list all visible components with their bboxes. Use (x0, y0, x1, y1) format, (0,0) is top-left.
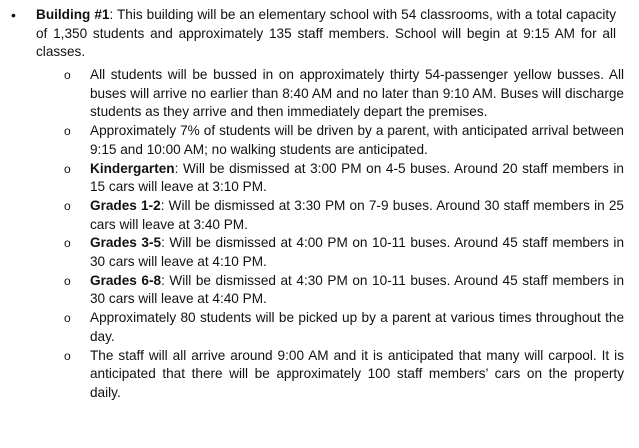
building-title: Building #1 (36, 7, 110, 22)
item-text: : Will be dismissed at 3:00 PM on 4-5 buses. Around 20 staff members in 15 cars will leave at 3:10 PM. (90, 160, 624, 195)
item-text: : Will be dismissed at 4:30 PM on 10-11 buses. Around 45 staff members in 30 cars will leave at 4:40 PM. (90, 272, 625, 307)
list-item (64, 66, 624, 122)
item-text: Approximately 7% of students will be driven by a parent, with anticipated arrival between 9:15 and 10:00 AM; no walking students are anticipated. (90, 123, 624, 157)
item-text: Approximately 80 students will be picked up by a parent at various times throughout the day. (90, 310, 624, 344)
list-item (64, 197, 624, 234)
item-heading: Grades 6-8 (90, 272, 162, 288)
sub-bullet: o (64, 348, 71, 363)
sub-bullet: o (64, 68, 71, 82)
item-heading: Grades 3-5 (90, 235, 162, 251)
list-item (64, 309, 624, 346)
list-item (64, 272, 624, 309)
item-heading: Grades 1-2 (90, 197, 161, 213)
building-details-list (64, 66, 624, 403)
item-heading: Kindergarten (90, 160, 175, 176)
list-item (64, 347, 624, 403)
sub-bullet: o (64, 311, 71, 326)
sub-bullet: o (64, 161, 71, 176)
building-description: : This building will be an elementary school with 54 classrooms, with a total capacity of 1,350 students and approximately 135 staff members. School will begin at 9:15 AM for all classes. (36, 7, 616, 60)
list-item (64, 234, 624, 271)
item-text: The staff will all arrive around 9:00 AM and it is anticipated that many will carpool. It is anticipated that there will be approximately 100 staff members’ cars on the property daily. (90, 347, 624, 400)
sub-bullet: o (64, 273, 71, 288)
sub-bullet: o (64, 236, 71, 251)
building-paragraph (36, 6, 616, 62)
item-text: : Will be dismissed at 4:00 PM on 10-11 buses. Around 45 staff members in 30 cars will leave at 4:10 PM. (90, 235, 625, 270)
sub-bullet: o (64, 124, 71, 139)
item-text: : Will be dismissed at 3:30 PM on 7-9 buses. Around 30 staff members in 25 cars will leave at 3:40 PM. (90, 197, 624, 232)
sub-bullet: o (64, 198, 71, 213)
list-item (64, 160, 624, 197)
item-text: All students will be bussed in on approximately thirty 54-passenger yellow busses. All buses will arrive no earlier than 8:40 AM and no later than 9:10 AM. Buses will discharge students as they arrive and then immediately depart the premises. (90, 67, 624, 120)
main-bullet: • (11, 7, 16, 23)
list-item (64, 122, 624, 159)
